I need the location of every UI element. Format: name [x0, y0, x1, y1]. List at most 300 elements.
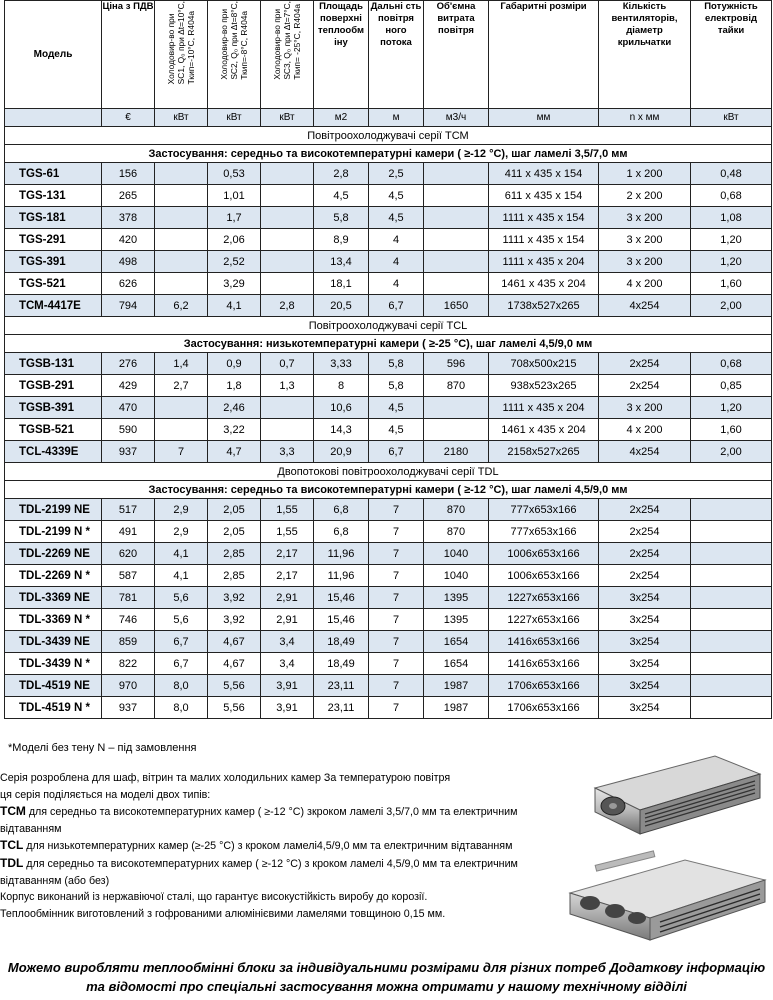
table-cell: 13,4 — [314, 251, 369, 273]
table-cell: 5,56 — [208, 697, 261, 719]
model-cell: TDL-4519 N * — [5, 697, 102, 719]
table-cell — [424, 163, 489, 185]
table-cell: 3,33 — [314, 353, 369, 375]
table-row — [5, 441, 772, 463]
table-row — [5, 229, 772, 251]
table-row — [5, 375, 772, 397]
table-cell: 4 x 200 — [599, 273, 691, 295]
table-cell: 1416x653x166 — [489, 653, 599, 675]
unit-cell: м2 — [314, 109, 369, 127]
table-cell — [424, 229, 489, 251]
table-cell: 7 — [369, 521, 424, 543]
section-title-row — [5, 463, 772, 481]
table-cell: 5,6 — [155, 587, 208, 609]
table-cell: 0,53 — [208, 163, 261, 185]
table-cell: 276 — [102, 353, 155, 375]
table-cell: 1040 — [424, 565, 489, 587]
table-row — [5, 207, 772, 229]
section-title: Повітроохолоджувачі серії ТСМ — [5, 127, 772, 145]
table-cell: 781 — [102, 587, 155, 609]
table-cell: 7 — [369, 499, 424, 521]
table-cell: 2,91 — [261, 609, 314, 631]
spec-table — [4, 0, 772, 719]
table-cell: 4 — [369, 229, 424, 251]
unit-cell: м — [369, 109, 424, 127]
table-cell: 517 — [102, 499, 155, 521]
table-cell — [424, 207, 489, 229]
table-row — [5, 521, 772, 543]
section-subtitle-row — [5, 335, 772, 353]
table-cell: 4x254 — [599, 295, 691, 317]
table-cell: 1,60 — [691, 419, 772, 441]
table-row — [5, 631, 772, 653]
table-cell: 1654 — [424, 653, 489, 675]
unit-cell: кВт — [155, 109, 208, 127]
table-cell: 0,7 — [261, 353, 314, 375]
desc-line-2: ця серія поділяється на моделі двох типів: — [0, 788, 211, 801]
table-cell: 4,67 — [208, 631, 261, 653]
header-cap1: Холодовир-во при SC1, Q₀ при Δt=10°C, Ткип=-10°C, R404a — [155, 1, 208, 109]
header-price: Ціна з ПДВ — [102, 1, 155, 109]
table-cell: 1,60 — [691, 273, 772, 295]
table-cell: 1 x 200 — [599, 163, 691, 185]
unit-photo-bottom — [565, 848, 770, 948]
model-cell: TDL-4519 NE — [5, 675, 102, 697]
table-cell: 5,8 — [369, 353, 424, 375]
table-cell: 11,96 — [314, 565, 369, 587]
table-cell: 491 — [102, 521, 155, 543]
model-cell: ТСМ-4417Е — [5, 295, 102, 317]
model-cell: TCL-4339E — [5, 441, 102, 463]
table-cell: 1006x653x166 — [489, 565, 599, 587]
table-cell: 2,05 — [208, 499, 261, 521]
table-cell: 937 — [102, 441, 155, 463]
model-cell: TDL-3369 NE — [5, 587, 102, 609]
table-cell: 8 — [314, 375, 369, 397]
table-cell: 3x254 — [599, 697, 691, 719]
desc-tdl: TDL для середньо та високотемпературних камер ( ≥-12 °C) з кроком ламелі 4,5/9,0 мм та електричним відтаванням (або без) — [0, 855, 518, 887]
table-cell: 822 — [102, 653, 155, 675]
units-blank — [5, 109, 102, 127]
table-cell: 3x254 — [599, 675, 691, 697]
table-row — [5, 251, 772, 273]
table-cell: 2,17 — [261, 543, 314, 565]
table-cell: 2,8 — [314, 163, 369, 185]
table-row — [5, 609, 772, 631]
table-cell: 6,7 — [155, 653, 208, 675]
desc-tcm: ТСМ для середньо та високотемпературних камер ( ≥-12 °C) зкроком ламелі 3,5/7,0 мм та електричним відтаванням — [0, 804, 518, 835]
table-row — [5, 163, 772, 185]
header-cap2: Холодовир-во при SC2, Q₀ при Δt=8°C, Ткип=-8°C, R404a — [208, 1, 261, 109]
header-cap3: Холодовир-во при SC3, Q₀ при Δt=7°C, Ткип= -25°C, R404a — [261, 1, 314, 109]
table-cell: 2,91 — [261, 587, 314, 609]
table-cell: 1,4 — [155, 353, 208, 375]
table-cell — [155, 251, 208, 273]
table-cell: 6,8 — [314, 499, 369, 521]
table-cell: 3 x 200 — [599, 207, 691, 229]
model-cell: TDL-2269 N * — [5, 565, 102, 587]
table-cell: 4x254 — [599, 441, 691, 463]
table-cell: 1987 — [424, 697, 489, 719]
table-cell: 4,1 — [208, 295, 261, 317]
table-cell — [261, 273, 314, 295]
table-row — [5, 353, 772, 375]
table-cell: 1706x653x166 — [489, 675, 599, 697]
table-cell — [424, 251, 489, 273]
table-cell: 4,5 — [369, 207, 424, 229]
table-cell: 7 — [369, 543, 424, 565]
table-row — [5, 397, 772, 419]
table-cell: 429 — [102, 375, 155, 397]
header-flow: Об'ємна витрата повітря — [424, 1, 489, 109]
table-cell: 1227x653x166 — [489, 587, 599, 609]
table-cell: 3 x 200 — [599, 229, 691, 251]
table-cell: 2,85 — [208, 543, 261, 565]
table-cell: 1395 — [424, 587, 489, 609]
table-cell: 1,7 — [208, 207, 261, 229]
unit-cell: кВт — [691, 109, 772, 127]
table-cell: 6,8 — [314, 521, 369, 543]
table-cell: 3,22 — [208, 419, 261, 441]
table-cell: 1,20 — [691, 251, 772, 273]
table-cell — [155, 419, 208, 441]
table-cell: 7 — [369, 653, 424, 675]
desc-line-1: Серія розроблена для шаф, вітрин та малих холодильних камер За температурою повітря — [0, 772, 451, 784]
unit-photo-top — [585, 748, 765, 840]
table-cell — [261, 229, 314, 251]
desc-tcl: TCL для низькотемпературних камер (≥-25 °C) з кроком ламелі4,5/9,0 мм та електричним відтаванням — [0, 838, 513, 853]
model-cell: TDL-3439 NE — [5, 631, 102, 653]
table-cell: 7 — [369, 675, 424, 697]
model-cell: TGS-181 — [5, 207, 102, 229]
table-cell: 6,7 — [369, 295, 424, 317]
table-cell: 1461 x 435 x 204 — [489, 273, 599, 295]
table-cell: 938x523x265 — [489, 375, 599, 397]
table-cell: 4 x 200 — [599, 419, 691, 441]
section-subtitle: Застосування: середньо та високотемпературні камери ( ≥-12 °C), шаг ламелі 4,5/9,0 мм — [5, 481, 772, 499]
table-cell: 7 — [155, 441, 208, 463]
table-cell: 411 x 435 x 154 — [489, 163, 599, 185]
table-cell: 777x653x166 — [489, 521, 599, 543]
table-cell: 1395 — [424, 609, 489, 631]
header-row — [5, 1, 772, 109]
table-cell: 3,29 — [208, 273, 261, 295]
table-cell: 620 — [102, 543, 155, 565]
description — [0, 770, 550, 922]
table-cell — [261, 251, 314, 273]
table-cell: 5,56 — [208, 675, 261, 697]
unit-cell: кВт — [208, 109, 261, 127]
table-cell: 8,9 — [314, 229, 369, 251]
table-cell: 1,8 — [208, 375, 261, 397]
table-cell: 4,1 — [155, 565, 208, 587]
table-cell: 3x254 — [599, 653, 691, 675]
table-cell: 587 — [102, 565, 155, 587]
table-cell: 2,05 — [208, 521, 261, 543]
table-cell: 1040 — [424, 543, 489, 565]
header-range: Дальні сть повітря ного потока — [369, 1, 424, 109]
table-cell: 23,11 — [314, 675, 369, 697]
price-list-sheet — [4, 0, 771, 719]
table-cell: 970 — [102, 675, 155, 697]
table-cell: 498 — [102, 251, 155, 273]
table-cell — [155, 207, 208, 229]
table-cell — [261, 419, 314, 441]
table-cell: 777x653x166 — [489, 499, 599, 521]
section-subtitle: Застосування: середньо та високотемпературні камери ( ≥-12 °C), шаг ламелі 3,5/7,0 мм — [5, 145, 772, 163]
table-cell: 0,68 — [691, 353, 772, 375]
table-cell: 3,92 — [208, 609, 261, 631]
table-cell: 156 — [102, 163, 155, 185]
table-row — [5, 499, 772, 521]
table-cell: 1654 — [424, 631, 489, 653]
model-cell: TDL-3439 N * — [5, 653, 102, 675]
section-subtitle-row — [5, 145, 772, 163]
section-title: Двопотокові повітроохолоджувачі серії TDL — [5, 463, 772, 481]
table-cell: 20,5 — [314, 295, 369, 317]
table-cell: 11,96 — [314, 543, 369, 565]
table-cell: 2,00 — [691, 295, 772, 317]
table-cell: 470 — [102, 397, 155, 419]
table-cell: 420 — [102, 229, 155, 251]
table-cell: 2x254 — [599, 375, 691, 397]
table-row — [5, 295, 772, 317]
table-cell: 2,9 — [155, 499, 208, 521]
section-subtitle: Застосування: низькотемпературні камери ( ≥-25 °C), шаг ламелі 4,5/9,0 мм — [5, 335, 772, 353]
table-cell: 0,9 — [208, 353, 261, 375]
table-cell: 1650 — [424, 295, 489, 317]
table-row — [5, 273, 772, 295]
table-cell — [155, 229, 208, 251]
table-cell — [691, 675, 772, 697]
model-cell: TGS-61 — [5, 163, 102, 185]
table-cell — [155, 185, 208, 207]
table-cell — [155, 273, 208, 295]
table-cell — [424, 397, 489, 419]
table-cell: 6,2 — [155, 295, 208, 317]
table-cell: 1006x653x166 — [489, 543, 599, 565]
model-cell: TGS-521 — [5, 273, 102, 295]
table-row — [5, 675, 772, 697]
table-cell — [261, 185, 314, 207]
table-cell: 1738x527x265 — [489, 295, 599, 317]
model-cell: TDL-2199 N * — [5, 521, 102, 543]
table-cell: 0,85 — [691, 375, 772, 397]
table-cell: 3,3 — [261, 441, 314, 463]
table-cell: 1111 x 435 x 204 — [489, 251, 599, 273]
table-cell: 4,5 — [314, 185, 369, 207]
table-cell: 2 x 200 — [599, 185, 691, 207]
table-cell: 2,17 — [261, 565, 314, 587]
table-cell: 18,49 — [314, 631, 369, 653]
table-cell: 1227x653x166 — [489, 609, 599, 631]
table-cell — [691, 697, 772, 719]
table-cell — [691, 653, 772, 675]
table-cell: 7 — [369, 609, 424, 631]
table-cell: 1,20 — [691, 397, 772, 419]
table-cell — [424, 185, 489, 207]
table-cell: 5,8 — [369, 375, 424, 397]
table-cell: 6,7 — [369, 441, 424, 463]
table-cell: 3 x 200 — [599, 251, 691, 273]
section-subtitle-row — [5, 481, 772, 499]
footnote: *Моделі без тену N – під замовлення — [8, 742, 197, 754]
model-cell: TGS-391 — [5, 251, 102, 273]
table-cell — [691, 587, 772, 609]
table-cell: 3,91 — [261, 697, 314, 719]
unit-cell: м3/ч — [424, 109, 489, 127]
header-dims: Габаритні розміри — [489, 1, 599, 109]
table-cell: 1,20 — [691, 229, 772, 251]
table-cell: 3,91 — [261, 675, 314, 697]
table-cell: 4,67 — [208, 653, 261, 675]
table-cell — [691, 565, 772, 587]
table-cell: 870 — [424, 499, 489, 521]
table-cell: 3,4 — [261, 631, 314, 653]
table-cell: 265 — [102, 185, 155, 207]
table-cell: 2,8 — [261, 295, 314, 317]
table-cell: 6,7 — [155, 631, 208, 653]
table-cell: 937 — [102, 697, 155, 719]
model-cell: TGS-131 — [5, 185, 102, 207]
header-fans: Кількість вентиляторів, діаметр крильчатки — [599, 1, 691, 109]
table-cell — [691, 609, 772, 631]
table-cell: 746 — [102, 609, 155, 631]
table-cell: 3,92 — [208, 587, 261, 609]
table-cell: 4,5 — [369, 397, 424, 419]
table-cell: 7 — [369, 631, 424, 653]
table-row — [5, 587, 772, 609]
table-cell: 2,5 — [369, 163, 424, 185]
table-cell: 611 x 435 x 154 — [489, 185, 599, 207]
table-cell: 1111 x 435 x 154 — [489, 229, 599, 251]
table-body — [5, 127, 772, 719]
table-cell — [261, 163, 314, 185]
table-cell: 1461 x 435 x 204 — [489, 419, 599, 441]
table-cell: 7 — [369, 697, 424, 719]
table-cell: 1,55 — [261, 521, 314, 543]
table-cell: 2x254 — [599, 499, 691, 521]
table-cell: 2180 — [424, 441, 489, 463]
table-cell: 1,55 — [261, 499, 314, 521]
table-cell — [691, 499, 772, 521]
model-cell: TGSB-291 — [5, 375, 102, 397]
model-cell: TDL-2269 NE — [5, 543, 102, 565]
table-row — [5, 697, 772, 719]
model-cell: TGSB-131 — [5, 353, 102, 375]
table-cell: 15,46 — [314, 609, 369, 631]
table-cell: 14,3 — [314, 419, 369, 441]
table-cell: 870 — [424, 521, 489, 543]
table-cell — [691, 631, 772, 653]
table-row — [5, 653, 772, 675]
table-cell: 2158x527x265 — [489, 441, 599, 463]
table-cell: 4,7 — [208, 441, 261, 463]
table-cell: 794 — [102, 295, 155, 317]
table-cell: 23,11 — [314, 697, 369, 719]
table-cell: 5,6 — [155, 609, 208, 631]
unit-cell: € — [102, 109, 155, 127]
model-cell: TDL-2199 NE — [5, 499, 102, 521]
unit-cell: мм — [489, 109, 599, 127]
unit-cell: кВт — [261, 109, 314, 127]
table-cell: 1416x653x166 — [489, 631, 599, 653]
table-cell — [424, 273, 489, 295]
table-cell: 870 — [424, 375, 489, 397]
table-cell: 626 — [102, 273, 155, 295]
header-area: Площадь поверхні теплообм іну — [314, 1, 369, 109]
header-model: Модель — [5, 1, 102, 109]
table-cell: 5,8 — [314, 207, 369, 229]
table-cell — [424, 419, 489, 441]
model-cell: TGSB-391 — [5, 397, 102, 419]
table-row — [5, 565, 772, 587]
table-cell: 1111 x 435 x 204 — [489, 397, 599, 419]
table-cell: 2,00 — [691, 441, 772, 463]
table-cell: 8,0 — [155, 675, 208, 697]
table-cell: 2,7 — [155, 375, 208, 397]
table-cell: 708x500x215 — [489, 353, 599, 375]
table-cell: 1987 — [424, 675, 489, 697]
bottom-note: Можемо виробляти теплообмінні блоки за індивідуальними розмірами для різних потреб Додаткову інформацію та відомості про спеціальні застосування можна отримати у нашому технічному відділі — [7, 960, 766, 994]
table-cell: 7 — [369, 565, 424, 587]
table-cell — [691, 543, 772, 565]
table-cell: 3x254 — [599, 587, 691, 609]
table-cell — [261, 397, 314, 419]
table-cell: 4 — [369, 273, 424, 295]
unit-cell: n x мм — [599, 109, 691, 127]
table-row — [5, 419, 772, 441]
table-cell: 596 — [424, 353, 489, 375]
units-row — [5, 109, 772, 127]
table-cell: 2x254 — [599, 353, 691, 375]
table-cell: 20,9 — [314, 441, 369, 463]
table-cell: 859 — [102, 631, 155, 653]
table-cell: 3 x 200 — [599, 397, 691, 419]
table-cell: 3x254 — [599, 609, 691, 631]
section-title: Повітроохолоджувачі серії TCL — [5, 317, 772, 335]
table-cell: 3x254 — [599, 631, 691, 653]
table-cell: 10,6 — [314, 397, 369, 419]
table-cell: 2,52 — [208, 251, 261, 273]
table-cell: 4,5 — [369, 419, 424, 441]
desc-body: Корпус виконаний із нержавіючої сталі, що гарантує високустійкість виробу до корозії. — [0, 891, 428, 904]
model-cell: TGS-291 — [5, 229, 102, 251]
table-cell — [691, 521, 772, 543]
table-cell: 18,49 — [314, 653, 369, 675]
section-title-row — [5, 317, 772, 335]
table-cell — [155, 163, 208, 185]
table-cell: 0,68 — [691, 185, 772, 207]
model-cell: TGSB-521 — [5, 419, 102, 441]
table-cell: 2x254 — [599, 543, 691, 565]
table-cell: 15,46 — [314, 587, 369, 609]
table-cell: 1,01 — [208, 185, 261, 207]
table-cell: 2,9 — [155, 521, 208, 543]
table-cell: 4 — [369, 251, 424, 273]
table-cell: 8,0 — [155, 697, 208, 719]
table-cell: 1111 x 435 x 154 — [489, 207, 599, 229]
table-cell: 2x254 — [599, 565, 691, 587]
table-cell: 3,4 — [261, 653, 314, 675]
table-cell: 378 — [102, 207, 155, 229]
table-cell: 7 — [369, 587, 424, 609]
table-cell: 2,46 — [208, 397, 261, 419]
table-cell: 4,5 — [369, 185, 424, 207]
table-cell: 2,06 — [208, 229, 261, 251]
table-cell — [155, 397, 208, 419]
table-row — [5, 543, 772, 565]
